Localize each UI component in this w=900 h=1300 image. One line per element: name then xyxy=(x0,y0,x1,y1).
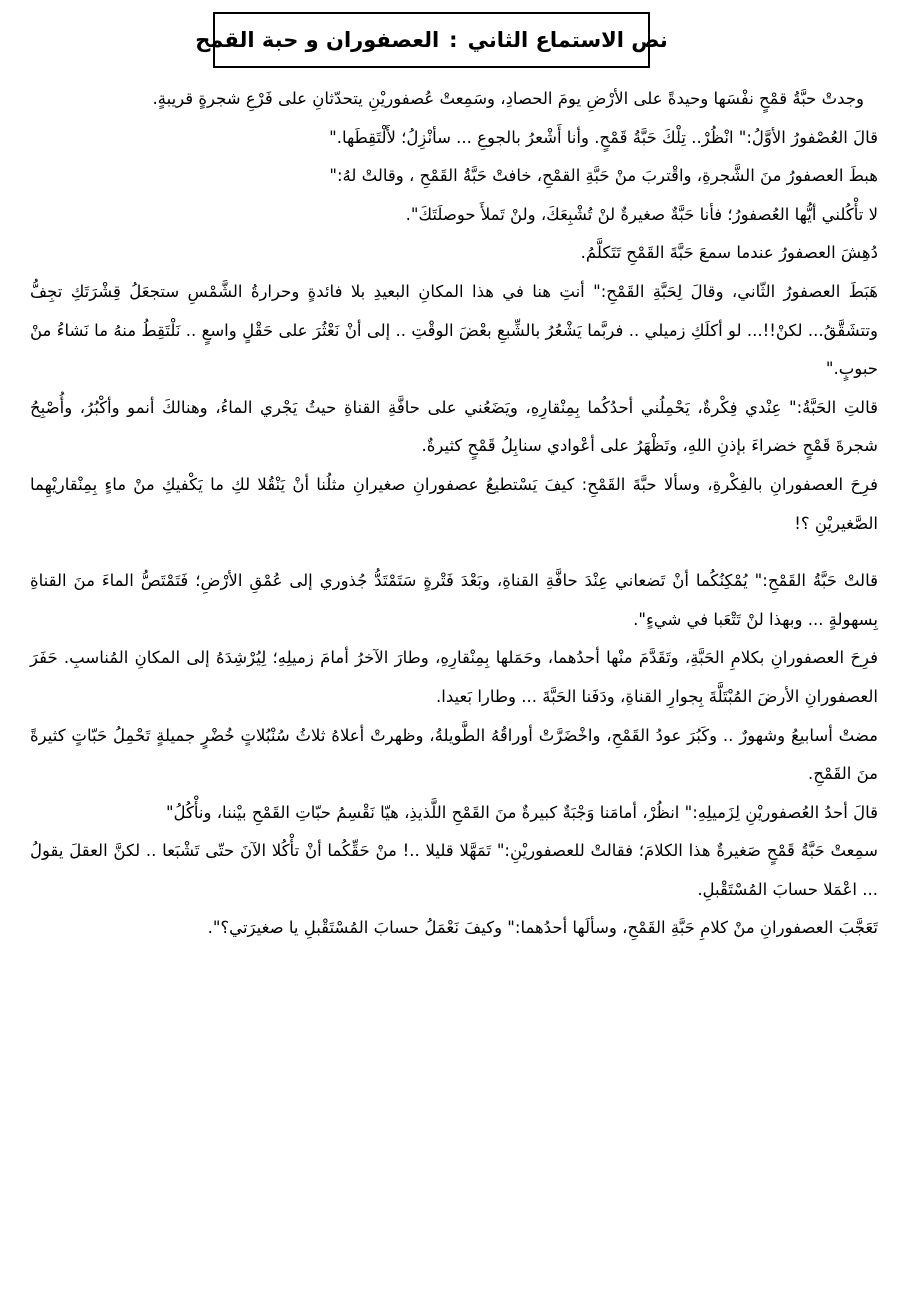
paragraph: سمِعتْ حَبَّةُ قَمْحٍ صَغيرةٌ هذا الكلامَ؛ فقالتْ للعصفوريْنِ:" تَمَهَّلا قليلا ..! منْ حَقِّكُما أنْ تأْكُلا الآنَ حتّى تَشْبَعا .. لكنَّ العقلَ يقولُ ... اعْمَلا حسابَ المُسْتَقْبلِ. xyxy=(30,841,878,899)
paragraph: قالتْ حَبَّةُ القَمْحِ:" يُمْكِنُكُما أنْ تَضعاني عِنْدَ حافَّةِ القناةِ، وبَعْدَ فَتْرةٍ سَتَمْتَدُّ جُذوري إلى عُمْقِ الأرْضِ؛ فَتَمْتَصُّ الماءَ منَ القناةِ بِسهولةٍ ... وبهذا لنْ تَتْعَبا في شيءٍ". xyxy=(30,571,878,629)
paragraph: فرِحَ العصفورانِ بكلامِ الحَبَّةِ، وتَقَدَّمَ منْها أحدُهما، وحَمَلها بِمِنْقارِهِ، وطارَ الآخرُ أمامَ زميلِهِ؛ لِيُرْشِدَهُ إلى المكانِ المُناسبِ. حَفَرَ العصفورانِ الأرضَ المُبْتَلَّةَ بِجوارِ القناةِ، ودَفَنا الحَبَّةَ ... وطارا بَعيدا. xyxy=(30,648,878,706)
paragraph: تَعَجَّبَ العصفورانِ منْ كلامِ حَبَّةِ القَمْحِ، وسألَها أحدُهما:" وكيفَ نَعْمَلُ حسابَ المُسْتَقْبلِ يا صغيرَتي؟". xyxy=(207,918,878,938)
paragraph: قالَ العُصْفورُ الأوَّلُ:" انْظُرْ.. تِلْكَ حَبَّةُ قَمْحٍ. وأنا أَشْعرُ بالجوعِ ... سأنْزِلُ؛ لأَلْتَقِطَها." xyxy=(329,127,878,147)
paragraph: قالتِ الحَبَّةُ:" عِنْدي فِكْرةٌ، يَحْمِلُني أحدُكُما بِمِنْقارِهِ، ويَضَعُني على حافَّةِ القناةِ حيثُ يَجْري الماءُ، وهنالكَ أنمو وأكْبُرُ، وأُصْبِحُ شجرةَ قَمْحٍ خضراءَ بإذنِ اللهِ، وتَظْهَرُ على أعْوادي سنابِلُ قَمْحٍ كثيرةٌ. xyxy=(30,397,878,456)
paragraph: وجدتْ حبَّةُ قمْحٍ نفْسَها وحيدةً على الأرْضِ يومَ الحصادِ، وسَمِعتْ عُصفوريْنِ يتحدّثانِ على فَرْعِ شجرةٍ قريبةٍ. xyxy=(152,89,864,108)
paragraph: دُهِشَ العصفورُ عندما سمعَ حَبَّةَ القَمْحِ تَتَكلَّمُ. xyxy=(580,243,878,263)
paragraph: هَبَطَ العصفورُ الثّاني، وقالَ لِحَبَّةِ القَمْحِ:" أنتِ هنا في هذا المكانِ البعيدِ بلا فائدةٍ وحرارةُ الشَّمْسِ ستجعَلُ قِشْرَتَكِ تجِفُّ وتتشَقَّقُ... لكنْ!!... لو أكلَكِ زميلي .. فربَّما يَشْعُرُ بالشِّبعِ بعْضَ الوقْتِ .. إلى أنْ نَعْثُرَ على حَقْلٍ واسعٍ .. نَلْتَقِطُ منهُ ما نَشاءُ منْ حبوبٍ." xyxy=(30,281,878,379)
story-text xyxy=(30,80,878,948)
paragraph: هبطَ العصفورُ منَ الشَّجرةِ، واقْتربَ منْ حَبَّةِ القمْحِ، خافتْ حَبَّةُ القَمْحِ ، وقالتْ لهُ:" xyxy=(329,166,878,186)
paragraph: لا تأْكُلني أيُّها العُصفورُ؛ فأنا حَبَّةٌ صغيرةٌ لنْ تُشْبِعَكَ، ولنْ تَملأَ حوصلَتَكَ". xyxy=(405,204,878,224)
title-box xyxy=(195,12,668,68)
paragraph: فرِحَ العصفورانِ بالفِكْرةِ، وسألا حبَّةَ القَمْحِ: كيفَ يَسْتطيعُ عصفورانِ صغيرانِ مثلُنا أنْ يَنْقُلا لكِ ما يَكْفيكِ منْ ماءٍ بِمِنْقاريْهِما الصَّغيريْنِ ؟! xyxy=(30,474,878,533)
title-subtitle: العصفوران و حبة القمح xyxy=(195,28,440,52)
title-prefix: نص الاستماع الثاني xyxy=(467,28,668,52)
paragraph: مضتْ أسابيعُ وشهورٌ .. وكَبُرَ عودُ القَمْحِ، واخْضَرَّتْ أوراقُهُ الطَّويلةُ، وظهرتْ أعلاهُ ثلاثُ سُنْبُلاتٍ خُضْرٍ جميلةٍ تَحْمِلُ حَبّاتٍ كثيرةً منَ القَمْحِ. xyxy=(30,725,878,784)
title-separator: : xyxy=(449,28,458,52)
paragraph: قالَ أحدُ العُصفوريْنِ لِزَميلِهِ:" انظُرْ، أمامَنا وَجْبَةٌ كبيرةٌ منَ القَمْحِ اللَّذيذِ، هيّا نَقْسِمُ حبّاتِ القَمْحِ بيْننا، ونأْكُلُ" xyxy=(165,802,878,822)
